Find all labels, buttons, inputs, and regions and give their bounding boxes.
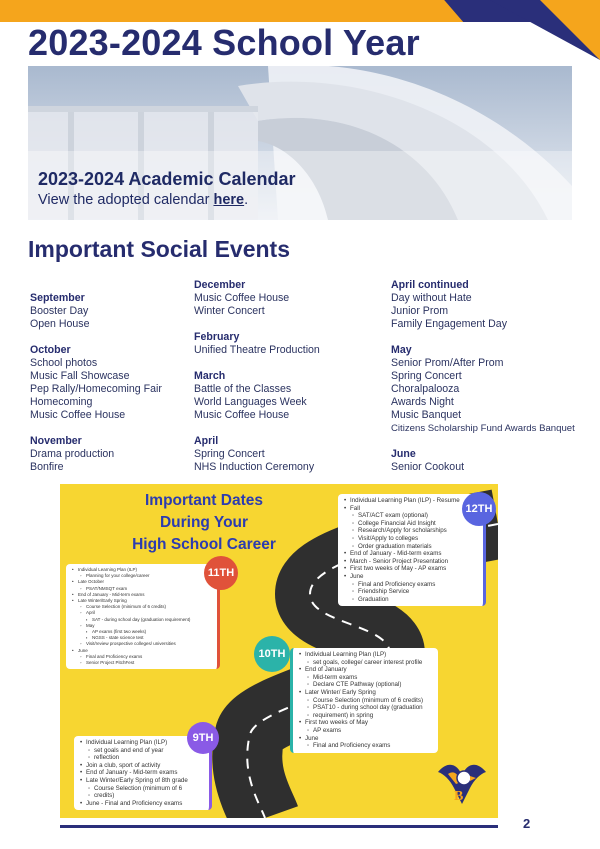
month-heading: April continued xyxy=(391,279,469,291)
month-heading: December xyxy=(194,279,246,291)
list-item: • Individual Learning Plan (ILP) xyxy=(72,567,211,573)
grade-9-badge: 9TH xyxy=(187,722,219,754)
event-item: Homecoming xyxy=(30,396,93,408)
event-item: Pep Rally/Homecoming Fair xyxy=(30,383,162,395)
grade-11-badge: 11TH xyxy=(204,556,238,590)
event-item: Booster Day xyxy=(30,305,89,317)
list-item: • End of January xyxy=(299,666,432,674)
grade-11-card xyxy=(66,564,220,669)
events-column-2 xyxy=(194,279,320,474)
list-item: ◦ Planning for your college/career xyxy=(72,573,211,579)
list-item: • Later Winter/ Early Spring xyxy=(299,689,432,697)
list-item: ◦ Course Selection (minimum of 6 xyxy=(80,785,203,793)
event-item: Winter Concert xyxy=(194,305,265,317)
event-item: Senior Prom/After Prom xyxy=(391,357,504,369)
list-item: ◦ Course Selection (minimum of 6 credits) xyxy=(72,604,211,610)
list-item: ◦ Senior Project PitchFest xyxy=(72,660,211,666)
month-heading: October xyxy=(30,344,71,356)
infographic-title-line: High School Career xyxy=(132,536,276,553)
list-item: ◦ requirement) in spring xyxy=(299,712,432,720)
event-item: Drama production xyxy=(30,448,115,460)
month-heading: June xyxy=(391,448,416,460)
event-item: Battle of the Classes xyxy=(194,383,292,395)
event-item: Choralpalooza xyxy=(391,383,460,395)
list-item: ◦ Mid-term exams xyxy=(299,674,432,682)
list-item: • June xyxy=(344,573,477,581)
list-item: ◦ Research/Apply for scholarships xyxy=(344,527,477,535)
event-item: Junior Prom xyxy=(391,305,449,317)
list-item: • Late Winter/Early Spring xyxy=(72,598,211,604)
list-item: ◦ reflection xyxy=(80,754,203,762)
event-item: Music Banquet xyxy=(391,409,462,421)
list-item: ▪ NGSS - state science test xyxy=(72,635,211,641)
list-item: • June - Final and Proficiency exams xyxy=(80,800,203,808)
event-item: NHS Induction Ceremony xyxy=(194,461,315,473)
list-item: • Individual Learning Plan (ILP) xyxy=(80,739,203,747)
month-heading: February xyxy=(194,331,240,343)
month-heading: March xyxy=(194,370,226,382)
grade-12-badge: 12TH xyxy=(462,492,496,526)
list-item: • Individual Learning Plan (ILP) xyxy=(299,651,432,659)
list-item: ◦ Final and Proficiency exams xyxy=(72,654,211,660)
event-item: Music Coffee House xyxy=(194,292,290,304)
calendar-heading: 2023-2024 Academic Calendar xyxy=(38,169,296,189)
list-item: • End of January - Mid-term exams xyxy=(72,592,211,598)
list-item: ◦ Friendship Service xyxy=(344,588,477,596)
infographic-title-line: Important Dates xyxy=(145,492,263,509)
list-item: ▪ AP exams (first two weeks) xyxy=(72,629,211,635)
list-item: • Join a club, sport of activity xyxy=(80,762,203,770)
list-item: • June xyxy=(299,735,432,743)
events-column-3 xyxy=(391,279,575,474)
hero-photo xyxy=(28,66,572,220)
grade-10-card xyxy=(290,648,438,753)
list-item: ◦ PSAT10 - during school day (graduation xyxy=(299,704,432,712)
event-item: Unified Theatre Production xyxy=(194,344,320,356)
list-item: ◦ Final and Proficiency exams xyxy=(299,742,432,750)
list-item: • Individual Learning Plan (ILP) - Resume xyxy=(344,497,477,505)
event-item: Citizens Scholarship Fund Awards Banquet xyxy=(391,423,575,434)
list-item: ◦ Final and Proficiency exams xyxy=(344,581,477,589)
list-item: ◦ May xyxy=(72,623,211,629)
list-item: ◦ Order graduation materials xyxy=(344,543,477,551)
list-item: ◦ SAT/ACT exam (optional) xyxy=(344,512,477,520)
list-item: ◦ Visit/Apply to colleges xyxy=(344,535,477,543)
list-item: ◦ set goals, college/ career interest profile xyxy=(299,659,432,667)
infographic-title-line: During Your xyxy=(159,514,249,531)
list-item: ◦ credits) xyxy=(80,792,203,800)
event-item: Music Fall Showcase xyxy=(30,370,130,382)
event-item: Music Coffee House xyxy=(194,409,290,421)
footer-rule xyxy=(60,825,498,828)
page-number: 2 xyxy=(523,816,531,831)
event-item: Spring Concert xyxy=(194,448,265,460)
list-item: ◦ AP exams xyxy=(299,727,432,735)
month-heading: April xyxy=(194,435,219,447)
list-item: ◦ Course Selection (minimum of 6 credits) xyxy=(299,697,432,705)
list-item: • March - Senior Project Presentation xyxy=(344,558,477,566)
page-title: 2023-2024 School Year xyxy=(28,22,420,63)
event-item: Senior Cookout xyxy=(391,461,465,473)
month-heading: November xyxy=(30,435,82,447)
event-item: Awards Night xyxy=(391,396,454,408)
list-item: ◦ College Financial Aid Insight xyxy=(344,520,477,528)
list-item: • Fall xyxy=(344,505,477,513)
list-item: • First two weeks of May xyxy=(299,719,432,727)
event-item: Music Coffee House xyxy=(30,409,126,421)
event-item: Bonfire xyxy=(30,461,64,473)
calendar-subtitle xyxy=(38,192,248,208)
high-school-career-infographic xyxy=(60,484,498,818)
list-item: ◦ Visit/review prospective colleges/ universities xyxy=(72,641,211,647)
event-item: Spring Concert xyxy=(391,370,462,382)
list-item: ◦ Declare CTE Pathway (optional) xyxy=(299,681,432,689)
month-heading: May xyxy=(391,344,412,356)
list-item: ◦ April xyxy=(72,610,211,616)
mascot-letter: B xyxy=(454,789,464,804)
event-item: School photos xyxy=(30,357,98,369)
list-item: • First two weeks of May - AP exams xyxy=(344,565,477,573)
month-heading: September xyxy=(30,292,85,304)
infographic-title xyxy=(104,490,304,556)
event-item: Family Engagement Day xyxy=(391,318,507,330)
list-item: ◦ Graduation xyxy=(344,596,477,604)
event-item: Day without Hate xyxy=(391,292,472,304)
list-item: • June xyxy=(72,648,211,654)
list-item: ▪ SAT - during school day (graduation requirement) xyxy=(72,617,211,623)
list-item: • End of January - Mid-term exams xyxy=(344,550,477,558)
grade-10-badge: 10TH xyxy=(254,636,290,672)
calendar-subtitle-period: . xyxy=(244,192,249,208)
list-item: • End of January - Mid-term exams xyxy=(80,769,203,777)
social-events-heading: Important Social Events xyxy=(28,236,291,262)
calendar-link[interactable]: here xyxy=(213,192,245,208)
list-item: • Late October xyxy=(72,579,211,585)
event-item: World Languages Week xyxy=(194,396,307,408)
list-item: • Late Winter/Early Spring of 8th grade xyxy=(80,777,203,785)
list-item: ◦ set goals and end of year xyxy=(80,747,203,755)
events-column-1 xyxy=(30,292,162,474)
eagle-mascot-icon xyxy=(434,754,490,810)
calendar-subtitle-text: View the adopted calendar xyxy=(38,192,214,208)
list-item: ◦ PSAT/NMSQT exam xyxy=(72,586,211,592)
event-item: Open House xyxy=(30,318,90,330)
